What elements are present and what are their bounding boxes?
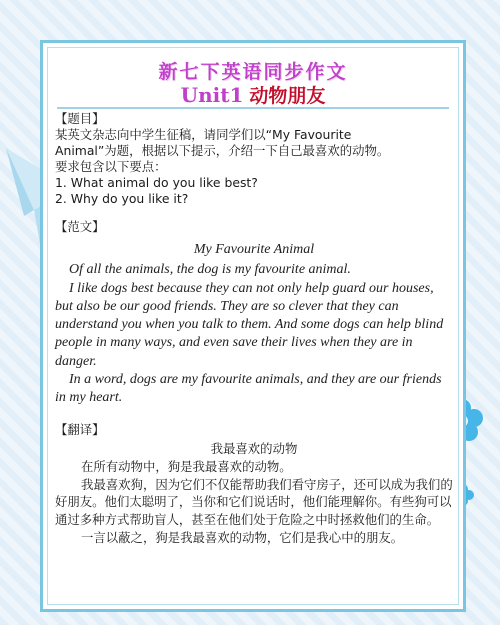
sample-paragraph: I like dogs best because they can not only help guard our houses, but also be our good friends. They are so clever that they can understand you when you talk to them. And some dogs can help blind people in many ways, and even save their lives when they are in danger.	[55, 280, 444, 369]
title-divider	[57, 107, 449, 109]
sample-paragraph: Of all the animals, the dog is my favourite animal.	[69, 262, 351, 278]
task-line: 要求包含以下要点：	[55, 159, 167, 174]
translation-paragraph: 我最喜欢狗，因为它们不仅能帮助我们看守房子，还可以成为我们的好朋友。他们太聪明了，当你和它们说话时，他们能理解你。有些狗可以通过多种方式帮助盲人，甚至在他们处于危险之中时拯救他们的生命。	[55, 476, 453, 528]
spacer	[55, 207, 453, 219]
task-line: 某英文杂志向中学生征稿，请同学们以“My Favourite	[55, 127, 352, 142]
spacer	[55, 408, 453, 422]
sample-paragraph: In a word, dogs are my favourite animals, and they are our friends in my heart.	[55, 372, 442, 406]
sample-essay-title: My Favourite Animal	[193, 242, 315, 257]
page-title: 新七下英语同步作文	[158, 61, 348, 83]
translation-body	[55, 440, 453, 547]
task-line: Animal”为题，根据以下提示，介绍一下自己最喜欢的动物。	[55, 143, 390, 158]
unit-label: Unit1	[180, 83, 244, 107]
unit-heading	[43, 81, 463, 108]
sample-essay	[55, 241, 453, 408]
translation-paragraph: 一言以蔽之，狗是我最喜欢的动物，它们是我心中的朋友。	[81, 529, 404, 545]
task-point: 2. Why do you like it?	[55, 191, 189, 206]
translation-paragraph: 在所有动物中，狗是我最喜欢的动物。	[81, 459, 292, 475]
sample-label: 【范文】	[55, 219, 105, 234]
content-area	[55, 111, 453, 546]
translation-label: 【翻译】	[55, 421, 105, 437]
unit-topic: 动物朋友	[249, 85, 326, 107]
task-point: 1. What animal do you like best?	[55, 175, 258, 190]
essay-card	[40, 40, 466, 612]
translation-title: 我最喜欢的动物	[210, 440, 298, 456]
task-label: 【题目】	[55, 111, 105, 126]
